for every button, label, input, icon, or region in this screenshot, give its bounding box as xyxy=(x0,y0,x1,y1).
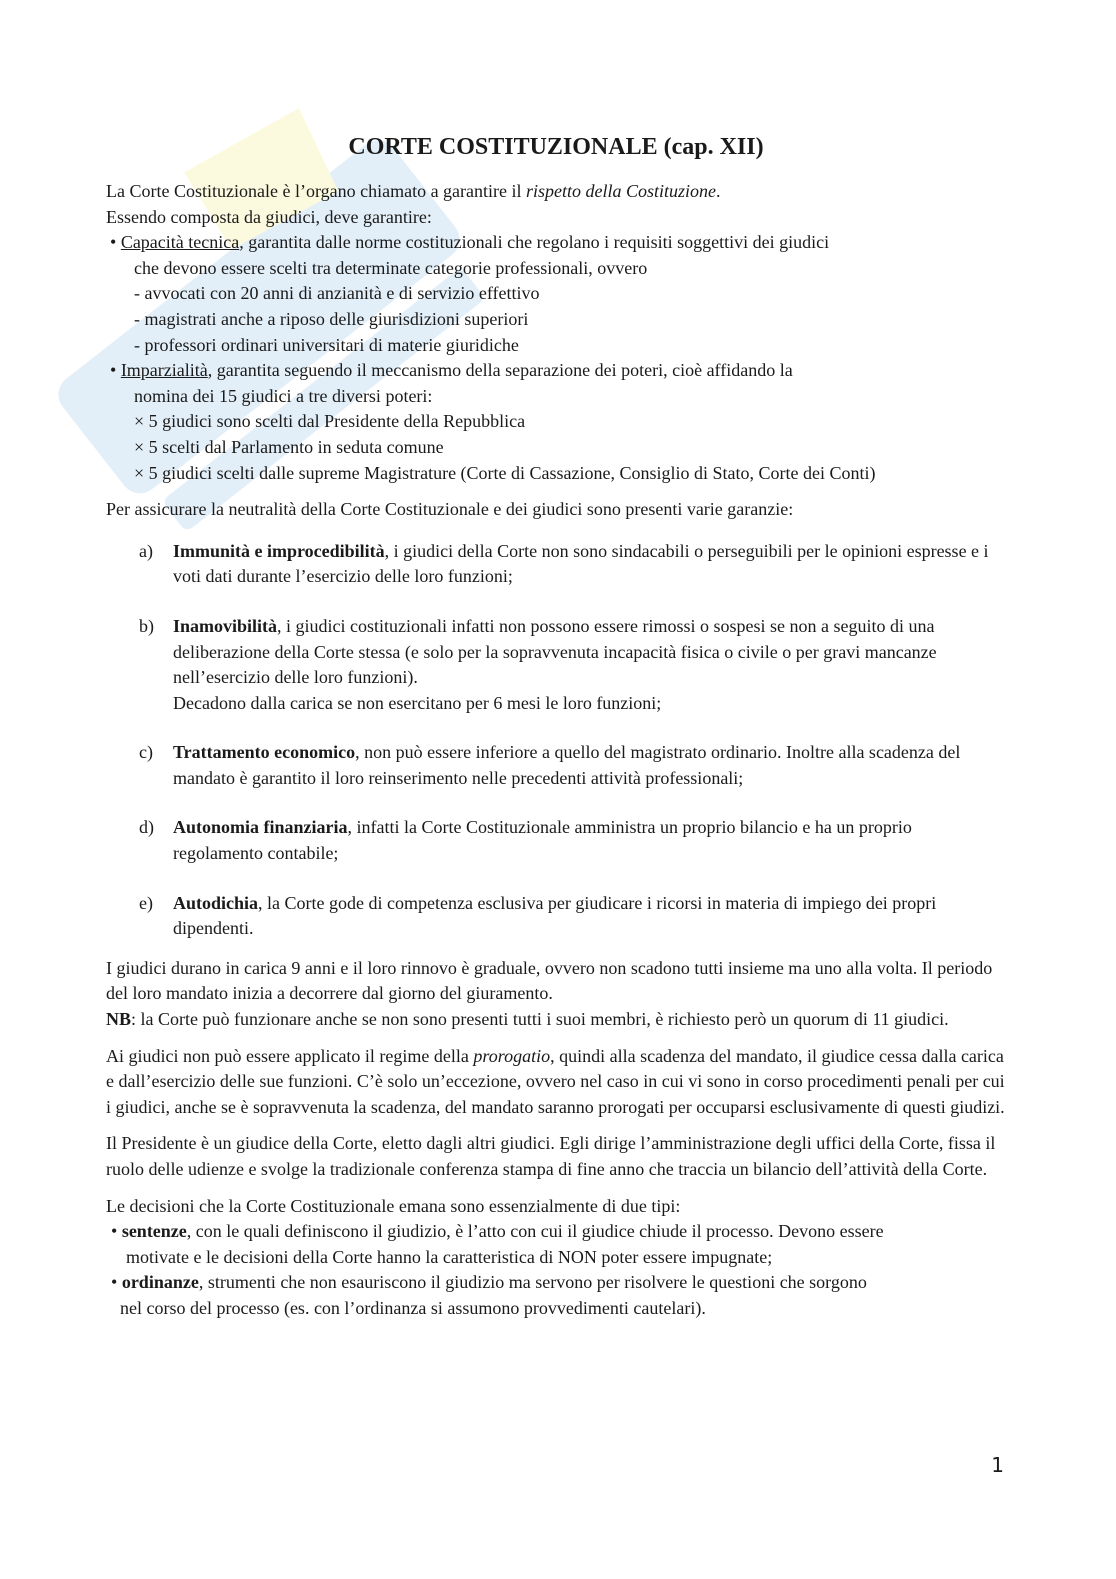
decision-ordinanze-cont: nel corso del processo (es. con l’ordinanza si assumono provvedimenti cautelari). xyxy=(120,1297,706,1318)
list-item: a) Immunità e improcedibilità, i giudici della Corte non sono sindacabili o perseguibili per le opinioni espresse e i voti dati durante l’esercizio delle loro funzioni; xyxy=(139,540,989,587)
document-title: CORTE COSTITUZIONALE (cap. XII) xyxy=(348,134,764,160)
mandate-paragraph: I giudici durano in carica 9 anni e il loro rinnovo è graduale, ovvero non scadono tutti insieme ma uno alla volta. Il periodo del loro mandato inizia a decorrere dal giorno del giuramento. xyxy=(106,957,993,1004)
decisions-section xyxy=(106,1194,1006,1322)
sub-item: × 5 scelti dal Parlamento in seduta comune xyxy=(134,436,444,457)
document-page xyxy=(106,128,1006,1322)
sub-item: × 5 giudici sono scelti dal Presidente della Repubblica xyxy=(134,411,526,432)
president-paragraph: Il Presidente è un giudice della Corte, eletto dagli altri giudici. Egli dirige l’amministrazione degli uffici della Corte, fissa il ruolo delle udienze e svolge la tradizionale conferenza stampa di fine anno che traccia un bilancio dell’attività della Corte. xyxy=(106,1133,996,1179)
decision-sentenze: • sentenze, con le quali definiscono il giudizio, è l’atto con cui il giudice chiude il processo. Devono essere xyxy=(111,1221,884,1242)
list-item: c) Trattamento economico, non può essere inferiore a quello del magistrato ordinario. Inoltre alla scadenza del mandato è garantito il loro reinserimento nelle precedenti attività professionali; xyxy=(139,742,961,788)
sub-item: × 5 giudici scelti dalle supreme Magistrature (Corte di Cassazione, Consiglio di Stato, Corte dei Conti) xyxy=(134,462,876,483)
mandate-section xyxy=(106,956,1006,1033)
decisions-intro: Le decisioni che la Corte Costituzionale emana sono essenzialmente di due tipi: xyxy=(106,1195,681,1216)
decision-ordinanze: • ordinanze, strumenti che non esauriscono il giudizio ma servono per risolvere le questioni che sorgono xyxy=(111,1272,867,1293)
intro-section xyxy=(106,179,1006,486)
sub-item: - professori ordinari universitari di materie giuridiche xyxy=(134,334,519,355)
bullet-imparzialita: • Imparzialità, garantita seguendo il meccanismo della separazione dei poteri, cioè affidando la xyxy=(110,360,793,381)
list-item: e) Autodichia, la Corte gode di competenza esclusiva per giudicare i ricorsi in materia di impiego dei propri dipendenti. xyxy=(139,892,937,939)
sub-item: - avvocati con 20 anni di anzianità e di servizio effettivo xyxy=(134,283,540,304)
list-item-extra: Decadono dalla carica se non esercitano per 6 mesi le loro funzioni; xyxy=(173,692,662,713)
prorogatio-paragraph: Ai giudici non può essere applicato il regime della prorogatio, quindi alla scadenza del mandato, il giudice cessa dalla carica e dall’esercizio delle sue funzioni. C’è solo un’eccezione, ovvero nel caso in cui vi sono in corso procedimenti penali per cui i giudici, anche se è sopravvenuta la scadenza, del mandato saranno prorogati per occuparsi esclusivamente di questi giudizi. xyxy=(106,1045,1005,1117)
decision-sentenze-cont: motivate e le decisioni della Corte hanno la caratteristica di NON poter essere impugnate; xyxy=(126,1246,773,1267)
guarantees-intro: Per assicurare la neutralità della Corte Costituzionale e dei giudici sono presenti varie garanzie: xyxy=(106,499,794,520)
intro-line: La Corte Costituzionale è l’organo chiamato a garantire il rispetto della Costituzione. xyxy=(106,181,721,201)
bullet-imparzialita-cont: nomina dei 15 giudici a tre diversi poteri: xyxy=(134,385,433,406)
intro-line-2: Essendo composta da giudici, deve garantire: xyxy=(106,206,432,227)
nb-paragraph: NB: la Corte può funzionare anche se non sono presenti tutti i suoi membri, è richiesto però un quorum di 11 giudici. xyxy=(106,1009,949,1030)
list-item: d) Autonomia finanziaria, infatti la Corte Costituzionale amministra un proprio bilancio e ha un proprio regolamento contabile; xyxy=(139,817,912,864)
sub-item: - magistrati anche a riposo delle giurisdizioni superiori xyxy=(134,308,529,329)
bullet-capacita-cont: che devono essere scelti tra determinate categorie professionali, ovvero xyxy=(134,257,648,278)
bullet-capacita: • Capacità tecnica, garantita dalle norme costituzionali che regolano i requisiti soggettivi dei giudici xyxy=(110,232,830,253)
list-item: b) Inamovibilità, i giudici costituzionali infatti non possono essere rimossi o sospesi se non a seguito di una deliberazione della Corte stessa (e solo per la sopravvenuta incapacità fisica o civile o per gravi mancanze nell’esercizio delle loro funzioni). Decadono dalla carica se non esercitano per 6 mesi le loro funzioni; xyxy=(106,614,1006,716)
page-number: 1 xyxy=(991,1453,1004,1477)
guarantees-list xyxy=(106,539,1006,942)
